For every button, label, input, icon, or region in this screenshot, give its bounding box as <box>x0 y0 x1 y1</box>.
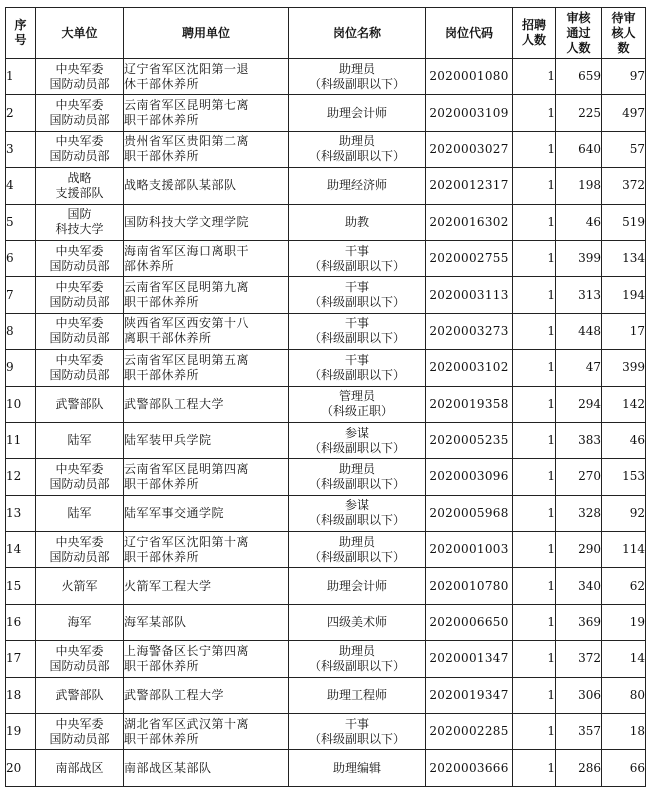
cell-post-code: 2020006650 <box>426 604 513 640</box>
cell-seq: 8 <box>6 313 36 349</box>
table-row <box>6 677 646 713</box>
cell-pending-count: 497 <box>602 95 646 131</box>
cell-post-line: 干事 <box>344 352 369 367</box>
cell-unit-line: 战略 <box>67 170 92 185</box>
cell-seq: 1 <box>6 59 36 95</box>
cell-employer <box>124 568 289 604</box>
cell-post <box>289 204 426 240</box>
cell-pending-count: 142 <box>602 386 646 422</box>
cell-post-line: （科级副职以下） <box>308 476 405 491</box>
cell-unit-line: 中央军委 <box>55 716 104 731</box>
cell-employer-line: 海南省军区海口离职干 <box>124 243 250 258</box>
cell-unit-line: 武警部队 <box>55 396 104 411</box>
cell-hire-count: 1 <box>513 240 556 276</box>
cell-passed-count: 357 <box>556 714 602 750</box>
header-code: 岗位代码 <box>426 8 513 59</box>
table-row <box>6 95 646 131</box>
cell-post <box>289 240 426 276</box>
cell-unit <box>36 568 124 604</box>
cell-hire-count: 1 <box>513 386 556 422</box>
header-hire-count: 招聘 人数 <box>513 8 556 59</box>
cell-unit-line: 国防动员部 <box>49 258 110 273</box>
cell-post-line: （科级副职以下） <box>308 331 405 346</box>
cell-post <box>289 604 426 640</box>
table-row <box>6 168 646 204</box>
cell-employer-line: 陕西省军区西安第十八 <box>124 316 250 331</box>
cell-pending-count: 114 <box>602 532 646 568</box>
header-post: 岗位名称 <box>289 8 426 59</box>
cell-employer-line: 部休养所 <box>124 258 175 273</box>
cell-post <box>289 168 426 204</box>
cell-hire-count: 1 <box>513 677 556 713</box>
cell-unit <box>36 168 124 204</box>
cell-unit-line: 国防动员部 <box>49 331 110 346</box>
table-row <box>6 750 646 786</box>
cell-employer <box>124 313 289 349</box>
cell-post <box>289 714 426 750</box>
cell-seq: 12 <box>6 459 36 495</box>
cell-pending-count: 19 <box>602 604 646 640</box>
cell-employer-line: 云南省军区昆明第九离 <box>124 280 250 295</box>
cell-post-code: 2020003666 <box>426 750 513 786</box>
cell-seq: 7 <box>6 277 36 313</box>
cell-unit-line: 科技大学 <box>55 222 104 237</box>
cell-unit <box>36 240 124 276</box>
cell-post <box>289 641 426 677</box>
cell-post-code: 2020003113 <box>426 277 513 313</box>
table-row <box>6 495 646 531</box>
cell-unit-line: 国防动员部 <box>49 295 110 310</box>
cell-employer-line: 职干部休养所 <box>124 731 200 746</box>
cell-hire-count: 1 <box>513 568 556 604</box>
header-pending-count: 待审 核人 数 <box>602 8 646 59</box>
cell-seq: 14 <box>6 532 36 568</box>
cell-unit-line: 海军 <box>67 615 92 630</box>
cell-passed-count: 47 <box>556 350 602 386</box>
cell-unit <box>36 59 124 95</box>
cell-hire-count: 1 <box>513 168 556 204</box>
cell-unit-line: 国防动员部 <box>49 731 110 746</box>
cell-pending-count: 153 <box>602 459 646 495</box>
cell-unit <box>36 714 124 750</box>
cell-employer-line: 战略支援部队某部队 <box>124 178 237 193</box>
cell-employer-line: 南部战区某部队 <box>124 760 212 775</box>
cell-post-line: （科级副职以下） <box>308 440 405 455</box>
cell-post-code: 2020001080 <box>426 59 513 95</box>
cell-employer-line: 辽宁省军区沈阳第十离 <box>124 534 250 549</box>
cell-post-code: 2020003273 <box>426 313 513 349</box>
cell-seq: 6 <box>6 240 36 276</box>
cell-pending-count: 399 <box>602 350 646 386</box>
cell-employer-line: 湖北省军区武汉第十离 <box>124 716 250 731</box>
cell-post <box>289 313 426 349</box>
cell-seq: 18 <box>6 677 36 713</box>
cell-employer-line: 陆军军事交通学院 <box>124 505 225 520</box>
header-unit: 大单位 <box>36 8 124 59</box>
cell-employer-line: 职干部休养所 <box>124 149 200 164</box>
cell-post-line: 助理员 <box>338 534 375 549</box>
cell-passed-count: 328 <box>556 495 602 531</box>
cell-post-code: 2020003109 <box>426 95 513 131</box>
cell-post-code: 2020005235 <box>426 422 513 458</box>
table-row <box>6 386 646 422</box>
cell-unit <box>36 495 124 531</box>
cell-unit <box>36 422 124 458</box>
cell-unit <box>36 277 124 313</box>
cell-unit-line: 国防 <box>67 207 92 222</box>
cell-employer <box>124 750 289 786</box>
cell-unit <box>36 604 124 640</box>
cell-post-code: 2020012317 <box>426 168 513 204</box>
cell-post <box>289 750 426 786</box>
cell-post <box>289 568 426 604</box>
cell-post-line: （科级副职以下） <box>308 295 405 310</box>
cell-employer <box>124 95 289 131</box>
cell-seq: 11 <box>6 422 36 458</box>
cell-employer <box>124 168 289 204</box>
cell-employer <box>124 532 289 568</box>
cell-pending-count: 97 <box>602 59 646 95</box>
cell-unit-line: 国防动员部 <box>49 549 110 564</box>
cell-post <box>289 59 426 95</box>
cell-passed-count: 448 <box>556 313 602 349</box>
cell-post-code: 2020003027 <box>426 131 513 167</box>
cell-unit-line: 南部战区 <box>55 760 104 775</box>
cell-unit-line: 中央军委 <box>55 643 104 658</box>
cell-post <box>289 677 426 713</box>
cell-employer <box>124 131 289 167</box>
cell-post-line: （科级副职以下） <box>308 658 405 673</box>
cell-seq: 4 <box>6 168 36 204</box>
cell-seq: 17 <box>6 641 36 677</box>
cell-employer-line: 海军某部队 <box>124 615 187 630</box>
cell-hire-count: 1 <box>513 204 556 240</box>
cell-hire-count: 1 <box>513 495 556 531</box>
cell-employer-line: 职干部休养所 <box>124 295 200 310</box>
cell-post-line: 助理会计师 <box>326 105 387 120</box>
table-row <box>6 568 646 604</box>
cell-post-code: 2020002285 <box>426 714 513 750</box>
table-row <box>6 204 646 240</box>
cell-unit-line: 中央军委 <box>55 534 104 549</box>
cell-seq: 2 <box>6 95 36 131</box>
cell-pending-count: 57 <box>602 131 646 167</box>
header-row <box>6 8 646 59</box>
cell-employer-line: 职干部休养所 <box>124 476 200 491</box>
cell-hire-count: 1 <box>513 750 556 786</box>
cell-post-code: 2020016302 <box>426 204 513 240</box>
cell-post <box>289 532 426 568</box>
header-passed-count: 审核 通过 人数 <box>556 8 602 59</box>
cell-seq: 3 <box>6 131 36 167</box>
cell-passed-count: 286 <box>556 750 602 786</box>
cell-passed-count: 659 <box>556 59 602 95</box>
cell-post <box>289 422 426 458</box>
cell-hire-count: 1 <box>513 604 556 640</box>
cell-passed-count: 399 <box>556 240 602 276</box>
cell-pending-count: 92 <box>602 495 646 531</box>
cell-post-code: 2020019347 <box>426 677 513 713</box>
cell-pending-count: 14 <box>602 641 646 677</box>
cell-post-line: （科级副职以下） <box>308 731 405 746</box>
cell-hire-count: 1 <box>513 641 556 677</box>
cell-passed-count: 225 <box>556 95 602 131</box>
cell-unit-line: 中央军委 <box>55 134 104 149</box>
cell-passed-count: 290 <box>556 532 602 568</box>
cell-employer <box>124 422 289 458</box>
cell-employer-line: 武警部队工程大学 <box>124 687 225 702</box>
table-row <box>6 240 646 276</box>
cell-unit-line: 中央军委 <box>55 461 104 476</box>
table-row <box>6 277 646 313</box>
table-row <box>6 604 646 640</box>
cell-post-code: 2020003096 <box>426 459 513 495</box>
cell-employer-line: 火箭军工程大学 <box>124 578 212 593</box>
cell-employer <box>124 350 289 386</box>
cell-hire-count: 1 <box>513 459 556 495</box>
cell-employer-line: 上海警备区长宁第四离 <box>124 643 250 658</box>
cell-unit-line: 支援部队 <box>55 185 104 200</box>
recruitment-table <box>5 7 646 787</box>
cell-unit-line: 中央军委 <box>55 352 104 367</box>
cell-passed-count: 372 <box>556 641 602 677</box>
cell-employer-line: 陆军装甲兵学院 <box>124 433 212 448</box>
cell-post-line: 干事 <box>344 316 369 331</box>
cell-unit <box>36 459 124 495</box>
cell-post-line: 干事 <box>344 716 369 731</box>
cell-unit-line: 中央军委 <box>55 61 104 76</box>
table-row <box>6 131 646 167</box>
cell-post-line: 干事 <box>344 243 369 258</box>
cell-pending-count: 66 <box>602 750 646 786</box>
cell-employer <box>124 495 289 531</box>
cell-post-line: 助理工程师 <box>326 687 387 702</box>
cell-seq: 10 <box>6 386 36 422</box>
cell-unit-line: 国防动员部 <box>49 476 110 491</box>
cell-passed-count: 306 <box>556 677 602 713</box>
cell-employer-line: 武警部队工程大学 <box>124 396 225 411</box>
cell-passed-count: 640 <box>556 131 602 167</box>
cell-employer <box>124 386 289 422</box>
cell-unit <box>36 386 124 422</box>
cell-employer-line: 云南省军区昆明第四离 <box>124 461 250 476</box>
cell-employer <box>124 641 289 677</box>
cell-passed-count: 46 <box>556 204 602 240</box>
cell-employer <box>124 677 289 713</box>
table-row <box>6 59 646 95</box>
cell-pending-count: 519 <box>602 204 646 240</box>
cell-seq: 20 <box>6 750 36 786</box>
cell-unit-line: 中央军委 <box>55 316 104 331</box>
cell-post-line: 参谋 <box>344 498 369 513</box>
cell-seq: 5 <box>6 204 36 240</box>
cell-hire-count: 1 <box>513 422 556 458</box>
cell-unit-line: 陆军 <box>67 505 92 520</box>
cell-post-line: （科级副职以下） <box>308 513 405 528</box>
cell-unit <box>36 641 124 677</box>
cell-post-line: 助理员 <box>338 61 375 76</box>
cell-employer <box>124 277 289 313</box>
header-seq: 序 号 <box>6 8 36 59</box>
cell-hire-count: 1 <box>513 532 556 568</box>
cell-employer-line: 贵州省军区贵阳第二离 <box>124 134 250 149</box>
cell-unit <box>36 204 124 240</box>
cell-post-line: （科级副职以下） <box>308 367 405 382</box>
cell-employer-line: 职干部休养所 <box>124 367 200 382</box>
cell-employer <box>124 604 289 640</box>
table-row <box>6 641 646 677</box>
cell-post-line: 助理员 <box>338 643 375 658</box>
cell-unit-line: 国防动员部 <box>49 76 110 91</box>
cell-employer <box>124 59 289 95</box>
cell-employer-line: 云南省军区昆明第七离 <box>124 98 250 113</box>
cell-post-code: 2020003102 <box>426 350 513 386</box>
table-row <box>6 459 646 495</box>
cell-passed-count: 383 <box>556 422 602 458</box>
cell-unit <box>36 313 124 349</box>
cell-post <box>289 95 426 131</box>
cell-unit-line: 国防动员部 <box>49 658 110 673</box>
cell-post-line: 助理员 <box>338 134 375 149</box>
cell-unit <box>36 95 124 131</box>
table-row <box>6 313 646 349</box>
cell-post-code: 2020010780 <box>426 568 513 604</box>
cell-seq: 15 <box>6 568 36 604</box>
cell-employer-line: 职干部休养所 <box>124 658 200 673</box>
table-body <box>6 59 646 787</box>
cell-employer-line: 离职干部休养所 <box>124 331 212 346</box>
cell-hire-count: 1 <box>513 59 556 95</box>
cell-unit-line: 国防动员部 <box>49 113 110 128</box>
cell-employer-line: 职干部休养所 <box>124 549 200 564</box>
cell-post-code: 2020001003 <box>426 532 513 568</box>
cell-unit-line: 国防动员部 <box>49 367 110 382</box>
cell-post-line: （科级副职以下） <box>308 149 405 164</box>
cell-unit-line: 中央军委 <box>55 280 104 295</box>
cell-post-line: （科级副职以下） <box>308 76 405 91</box>
cell-pending-count: 62 <box>602 568 646 604</box>
cell-post-line: 管理员 <box>338 389 375 404</box>
cell-passed-count: 313 <box>556 277 602 313</box>
cell-post-line: （科级副职以下） <box>308 549 405 564</box>
cell-unit-line: 国防动员部 <box>49 149 110 164</box>
cell-seq: 16 <box>6 604 36 640</box>
cell-post <box>289 350 426 386</box>
cell-employer <box>124 240 289 276</box>
cell-post <box>289 277 426 313</box>
table-row <box>6 532 646 568</box>
cell-passed-count: 294 <box>556 386 602 422</box>
cell-employer <box>124 714 289 750</box>
cell-post-line: （科级副职以下） <box>308 258 405 273</box>
cell-unit <box>36 131 124 167</box>
cell-employer <box>124 459 289 495</box>
cell-seq: 13 <box>6 495 36 531</box>
cell-post-line: 四级美术师 <box>326 615 387 630</box>
cell-post-line: 助理编辑 <box>332 760 381 775</box>
cell-unit <box>36 750 124 786</box>
cell-pending-count: 46 <box>602 422 646 458</box>
cell-post-line: 助理经济师 <box>326 178 387 193</box>
cell-post <box>289 459 426 495</box>
table-row <box>6 350 646 386</box>
cell-post-code: 2020001347 <box>426 641 513 677</box>
cell-post <box>289 131 426 167</box>
cell-employer-line: 云南省军区昆明第五离 <box>124 352 250 367</box>
cell-unit-line: 武警部队 <box>55 687 104 702</box>
table-row <box>6 422 646 458</box>
cell-unit-line: 中央军委 <box>55 243 104 258</box>
cell-pending-count: 194 <box>602 277 646 313</box>
cell-post <box>289 386 426 422</box>
cell-pending-count: 18 <box>602 714 646 750</box>
cell-pending-count: 372 <box>602 168 646 204</box>
table-row <box>6 714 646 750</box>
cell-hire-count: 1 <box>513 714 556 750</box>
cell-pending-count: 134 <box>602 240 646 276</box>
cell-unit-line: 陆军 <box>67 433 92 448</box>
cell-post-line: （科级正职） <box>320 404 393 419</box>
cell-seq: 19 <box>6 714 36 750</box>
cell-post-line: 干事 <box>344 280 369 295</box>
cell-unit-line: 中央军委 <box>55 98 104 113</box>
cell-post-code: 2020005968 <box>426 495 513 531</box>
header-employer: 聘用单位 <box>124 8 289 59</box>
cell-post-line: 助教 <box>344 214 369 229</box>
cell-post-code: 2020019358 <box>426 386 513 422</box>
cell-pending-count: 17 <box>602 313 646 349</box>
cell-seq: 9 <box>6 350 36 386</box>
cell-post <box>289 495 426 531</box>
cell-hire-count: 1 <box>513 277 556 313</box>
cell-passed-count: 198 <box>556 168 602 204</box>
cell-passed-count: 340 <box>556 568 602 604</box>
cell-hire-count: 1 <box>513 313 556 349</box>
cell-hire-count: 1 <box>513 131 556 167</box>
cell-passed-count: 369 <box>556 604 602 640</box>
cell-pending-count: 80 <box>602 677 646 713</box>
cell-hire-count: 1 <box>513 95 556 131</box>
cell-unit <box>36 677 124 713</box>
cell-post-line: 参谋 <box>344 425 369 440</box>
cell-employer-line: 国防科技大学文理学院 <box>124 214 250 229</box>
cell-unit <box>36 350 124 386</box>
cell-post-line: 助理员 <box>338 461 375 476</box>
cell-employer-line: 职干部休养所 <box>124 113 200 128</box>
cell-unit-line: 火箭军 <box>61 578 98 593</box>
cell-employer-line: 辽宁省军区沈阳第一退 <box>124 61 250 76</box>
cell-employer <box>124 204 289 240</box>
cell-hire-count: 1 <box>513 350 556 386</box>
cell-unit <box>36 532 124 568</box>
cell-employer-line: 休干部休养所 <box>124 76 200 91</box>
cell-post-line: 助理会计师 <box>326 578 387 593</box>
cell-post-code: 2020002755 <box>426 240 513 276</box>
cell-passed-count: 270 <box>556 459 602 495</box>
